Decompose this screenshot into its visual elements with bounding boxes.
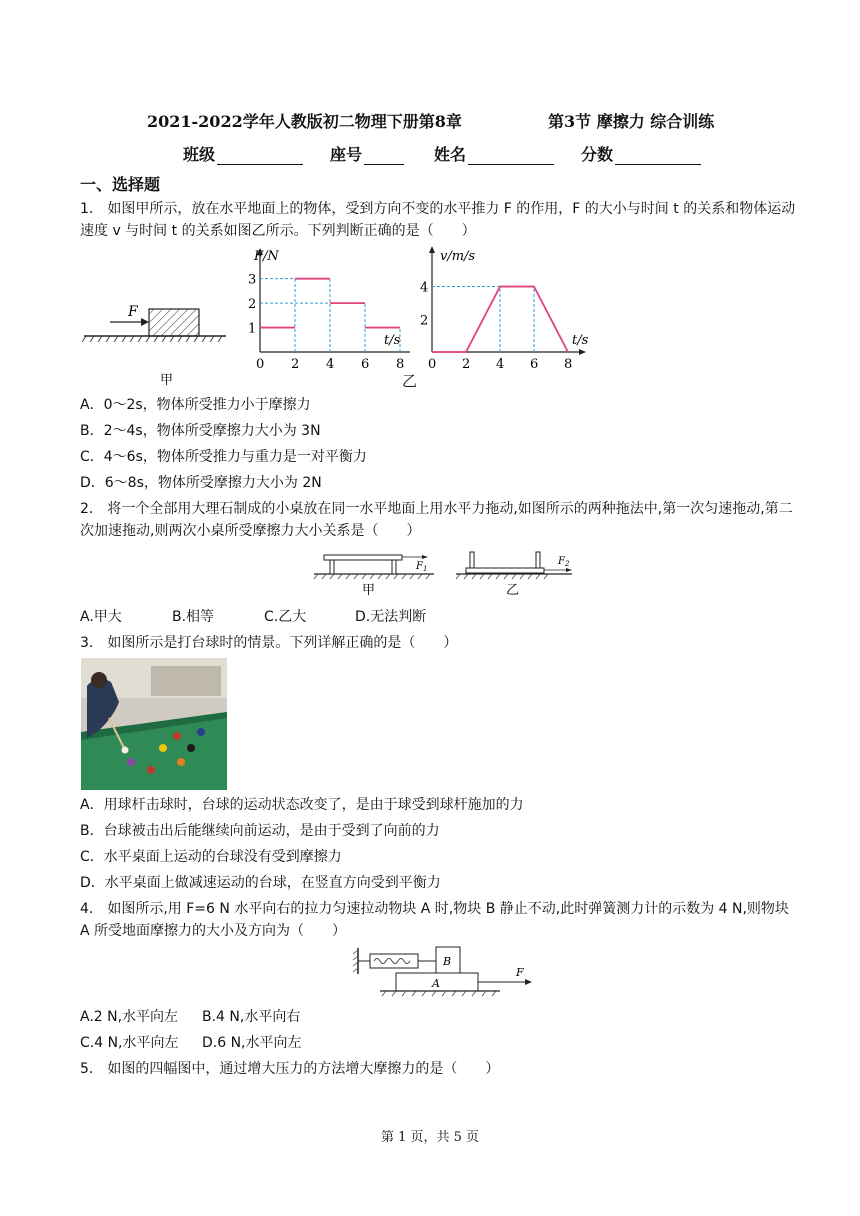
q4-block-b-label: B <box>443 955 452 968</box>
x-tick-label: 2 <box>462 357 471 372</box>
object-block <box>149 309 199 336</box>
q2-f2-label: $F_2$ <box>558 556 570 568</box>
y-tick-label: 4 <box>420 280 429 296</box>
q3-option-b[interactable]: B．台球被击出后能继续向前运动，是由于受到了向前的力 <box>80 823 440 839</box>
score-field[interactable]: 分数 <box>581 142 701 165</box>
x-tick-label: 4 <box>326 357 335 372</box>
q4-option-b[interactable]: B.4 N,水平向右 <box>202 1009 301 1025</box>
seat-field[interactable]: 座号 <box>330 142 404 165</box>
x-tick-label: 0 <box>428 357 437 372</box>
q2-option-d[interactable]: D.无法判断 <box>355 609 427 625</box>
x-tick-label: 6 <box>361 357 370 372</box>
x-tick-label: 2 <box>291 357 300 372</box>
q1-chart-force-time <box>242 246 410 372</box>
q3-option-a[interactable]: A．用球杆击球时，台球的运动状态改变了，是由于球受到球杆施加的力 <box>80 797 524 813</box>
q4-block-a-label: A <box>432 977 440 990</box>
q2-fig-yi: 乙 <box>506 583 520 598</box>
title-left: 2021-2022学年人教版初二物理下册第8章 <box>147 112 462 131</box>
q3-option-c[interactable]: C．水平桌面上运动的台球没有受到摩擦力 <box>80 849 342 865</box>
question-4-text: 4． 如图所示,用 F=6 N 水平向右的拉力匀速拉动物块 A 时,物块 B 静止不动,此时弹簧测力计的示数为 4 N,则物块 A 所受地面摩擦力的大小及方向为（ ） <box>80 901 789 939</box>
question-5-text: 5． 如图的四幅图中，通过增大压力的方法增大摩擦力的是（ ） <box>80 1061 500 1077</box>
x-axis-arrow <box>579 349 586 355</box>
chart-v-ylabel: v/m/s <box>440 249 476 264</box>
q4-force-label: F <box>516 966 524 979</box>
q1-chart-velocity-time <box>420 246 600 372</box>
q2-fig-jia: 甲 <box>362 583 376 598</box>
q1-option-c[interactable]: C．4～6s，物体所受推力与重力是一对平衡力 <box>80 449 367 465</box>
q2-option-b[interactable]: B.相等 <box>172 609 215 625</box>
q4-option-d[interactable]: D.6 N,水平向左 <box>202 1035 302 1051</box>
title-right: 第3节 摩擦力 综合训练 <box>548 112 715 131</box>
chart-f-ylabel: F/N <box>254 249 279 264</box>
y-tick-label: 2 <box>420 313 429 329</box>
y-tick-label: 1 <box>248 321 257 337</box>
name-field[interactable]: 姓名 <box>434 142 554 165</box>
section-title: 一、选择题 <box>80 175 161 194</box>
fig-yi-label: 乙 <box>402 372 418 390</box>
x-tick-label: 6 <box>530 357 539 372</box>
fig-jia-label: 甲 <box>160 373 174 386</box>
q2-figure <box>310 548 580 600</box>
q2-option-c[interactable]: C.乙大 <box>264 609 307 625</box>
chart-v-xlabel: t/s <box>572 333 589 348</box>
x-tick-label: 4 <box>496 357 505 372</box>
q1-figure-jia <box>82 296 232 386</box>
class-field[interactable]: 班级 <box>183 142 303 165</box>
x-tick-label: 8 <box>564 357 573 372</box>
force-label: F <box>128 304 138 320</box>
q3-option-d[interactable]: D．水平桌面上做减速运动的台球，在竖直方向受到平衡力 <box>80 875 441 891</box>
q1-option-b[interactable]: B．2～4s，物体所受摩擦力大小为 3N <box>80 423 321 439</box>
y-tick-label: 3 <box>248 272 257 288</box>
chart-f-xlabel: t/s <box>384 333 401 348</box>
question-3-text: 3． 如图所示是打台球时的情景。下列详解正确的是（ ） <box>80 635 458 651</box>
question-2-text: 2． 将一个全部用大理石制成的小桌放在同一水平地面上用水平力拖动,如图所示的两种拖法中,第一次匀速拖动,第二次加速拖动,则两次小桌所受摩擦力大小关系是（ ） <box>80 501 793 539</box>
y-tick-label: 2 <box>248 297 257 313</box>
q4-option-a[interactable]: A.2 N,水平向左 <box>80 1009 179 1025</box>
page-footer: 第 1 页，共 5 页 <box>380 1130 480 1145</box>
x-tick-label: 8 <box>396 357 405 372</box>
question-1-text: 1． 如图甲所示，放在水平地面上的物体，受到方向不变的水平推力 F 的作用，F 的大小与时间 t 的关系和物体运动速度 v 与时间 t 的关系如图乙所示。下列判断正确的是（ ） <box>80 201 796 239</box>
q2-f1-label: $F_1$ <box>416 561 428 573</box>
x-tick-label: 0 <box>256 357 265 372</box>
q4-option-c[interactable]: C.4 N,水平向左 <box>80 1035 179 1051</box>
q4-figure <box>350 944 536 1000</box>
q2-option-a[interactable]: A.甲大 <box>80 609 122 625</box>
q1-option-a[interactable]: A．0～2s，物体所受推力小于摩擦力 <box>80 397 311 413</box>
y-axis-arrow <box>429 246 435 253</box>
student-info-row <box>0 142 860 164</box>
q1-option-d[interactable]: D．6～8s，物体所受摩擦力大小为 2N <box>80 475 322 491</box>
q3-billiards-photo <box>81 658 227 790</box>
